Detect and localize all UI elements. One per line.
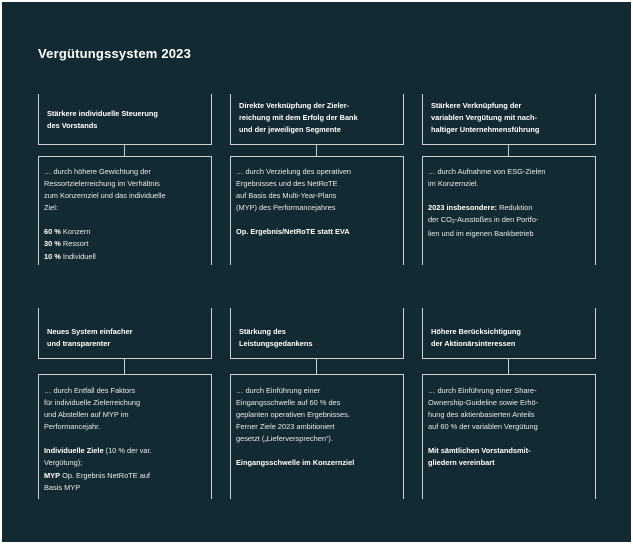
card-highlight: 2023 insbesondere: (428, 203, 498, 213)
card-highlight: MYP (44, 470, 61, 480)
card-heading-box (422, 94, 596, 145)
card-heading-box (230, 94, 404, 145)
weight-value: 10 % (44, 251, 61, 261)
subscript: 2 (451, 219, 455, 226)
card-heading-box (230, 308, 404, 359)
card-intro: … durch Verzielung des operativen Ergebnisses und des NetRoTE auf Basis des Multi-Year-Plans (MYP) des Performancejahres (236, 167, 352, 213)
weight-label: Ressort (60, 239, 89, 249)
card-body (44, 166, 207, 263)
weight-value: 60 % (44, 227, 61, 237)
card-heading: Neues System einfacher und transparenter (47, 327, 133, 348)
card-body-box (230, 156, 404, 265)
card-highlight: Mit sämtlichen Vorstandsmit- gliedern vereinbart (428, 446, 531, 468)
card-intro: … durch Einführung einer Eingangsschwelle auf 60 % des geplanten operativen Ergebnisses. Ferner Ziele 2023 ambitioniert gesetzt („Lieferversprechen“). (236, 386, 350, 444)
weight-label: Konzern (60, 227, 91, 237)
card-intro: … durch Aufnahme von ESG-Zielen im Konzernziel. (428, 167, 546, 189)
connector-line (124, 359, 125, 374)
card-body (236, 385, 399, 470)
weight-label: Individuell (60, 251, 96, 261)
card-heading-box (38, 94, 212, 145)
card-heading: Stärkung des Leistungsgedankens (239, 327, 313, 348)
card-body-box (38, 374, 212, 499)
card-highlight: Op. Ergebnis/NetRoTE statt EVA (236, 227, 350, 237)
card-body (236, 166, 399, 238)
card-intro: … durch Einführung einer Share- Ownership-Guideline sowie Erhö- hung des aktienbasierten Anteils auf 60 % der variablen Vergütung (428, 386, 539, 432)
card-highlight: Eingangsschwelle im Konzernziel (236, 458, 355, 468)
weight-value: 30 % (44, 239, 61, 249)
card-heading-box (38, 308, 212, 359)
card-body-box (422, 156, 596, 265)
card-highlight: Individuelle Ziele (44, 446, 104, 456)
card-heading: Höhere Berücksichtigung der Aktionärsinteressen (431, 327, 521, 348)
card-heading: Stärkere individuelle Steuerung des Vorstands (47, 109, 158, 130)
connector-line (316, 145, 317, 156)
card-intro: … durch höhere Gewichtung der Ressortzielerreichung im Verhältnis zum Konzernziel und das individuelle Ziel: (44, 167, 166, 213)
card-heading-box (422, 308, 596, 359)
card-intro: … durch Entfall des Faktors für individuelle Zielerreichung und Abstellen auf MYP im Performancejahr. (44, 386, 141, 432)
card-heading: Direkte Verknüpfung der Zieler- reichung mit dem Erfolg der Bank und der jeweiligen Segmente (239, 101, 358, 134)
connector-line (316, 359, 317, 374)
connector-line (124, 145, 125, 156)
card-heading: Stärkere Verknüpfung der variablen Vergütung mit nach- haltiger Unternehmensführung (431, 101, 540, 134)
diagram-title: Vergütungssystem 2023 (38, 46, 192, 61)
card-body-box (230, 374, 404, 499)
card-body (428, 385, 591, 470)
card-body-box (422, 374, 596, 499)
connector-line (508, 145, 509, 156)
card-body: … durch Entfall des Faktors für individuelle Zielerreichung und Abstellen auf MYP im Performancejahr. Individuelle Ziele (10 % der var. Vergütung); MYP Op. Ergebnis NetRoTE auf Basis MYP (44, 386, 152, 492)
diagram-panel (2, 2, 631, 542)
card-body-box (38, 156, 212, 265)
card-body: … durch Aufnahme von ESG-Zielen im Konzernziel. 2023 insbesondere: Reduktion der $CO_2$-Ausstoßes in den Portfo- lien und im eigenen Bankbetrieb (428, 167, 546, 239)
connector-line (508, 359, 509, 374)
